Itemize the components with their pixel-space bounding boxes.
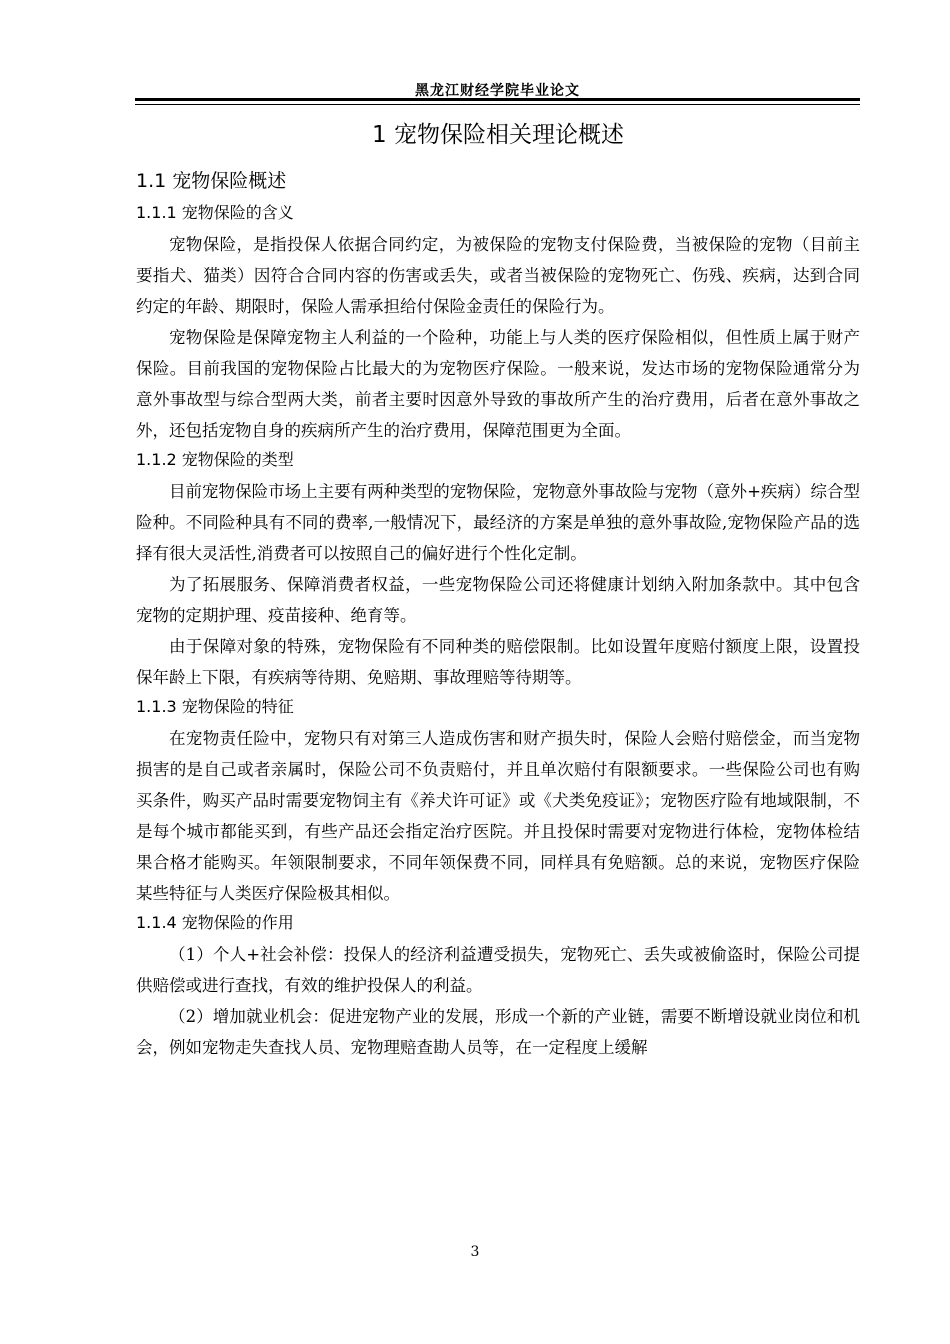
paragraph: 由于保障对象的特殊，宠物保险有不同种类的赔偿限制。比如设置年度赔付额度上限，设置投保年龄上下限，有疾病等待期、免赔期、事故理赔等待期等。 bbox=[136, 637, 860, 687]
paragraph: （2）增加就业机会：促进宠物产业的发展，形成一个新的产业链，需要不断增设就业岗位和机会，例如宠物走失查找人员、宠物理赔查勘人员等，在一定程度上缓解 bbox=[136, 1007, 860, 1057]
paragraph: 为了拓展服务、保障消费者权益，一些宠物保险公司还将健康计划纳入附加条款中。其中包含宠物的定期护理、疫苗接种、绝育等。 bbox=[136, 575, 860, 625]
chapter-title: 1 宠物保险相关理论概述 bbox=[372, 122, 624, 148]
subsection-heading-1-1-3: 1.1.3 宠物保险的特征 bbox=[136, 697, 294, 716]
subsection-heading-1-1-1: 1.1.1 宠物保险的含义 bbox=[136, 203, 294, 222]
subsection-heading-1-1-2: 1.1.2 宠物保险的类型 bbox=[136, 450, 294, 469]
paragraph: 宠物保险，是指投保人依据合同约定，为被保险的宠物支付保险费，当被保险的宠物（目前主要指犬、猫类）因符合合同内容的伤害或丢失，或者当被保险的宠物死亡、伤残、疾病，达到合同约定的年龄、期限时，保险人需承担给付保险金责任的保险行为。 bbox=[136, 235, 860, 316]
paragraph: 在宠物责任险中，宠物只有对第三人造成伤害和财产损失时，保险人会赔付赔偿金，而当宠物损害的是自己或者亲属时，保险公司不负责赔付，并且单次赔付有限额要求。一些保险公司也有购买条件，购买产品时需要宠物饲主有《养犬许可证》或《犬类免疫证》；宠物医疗险有地域限制，不是每个城市都能买到，有些产品还会指定治疗医院。并且投保时需要对宠物进行体检，宠物体检结果合格才能购买。年领限制要求，不同年领保费不同，同样具有免赔额。总的来说，宠物医疗保险某些特征与人类医疗保险极其相似。 bbox=[136, 729, 860, 903]
running-header: 黑龙江财经学院毕业论文 bbox=[415, 83, 580, 99]
subsection-heading-1-1-4: 1.1.4 宠物保险的作用 bbox=[136, 913, 294, 932]
section-heading-1-1: 1.1 宠物保险概述 bbox=[136, 170, 287, 192]
header-rule-thin bbox=[135, 104, 860, 105]
page-number: 3 bbox=[470, 1244, 480, 1260]
paragraph: （1）个人+社会补偿：投保人的经济利益遭受损失，宠物死亡、丢失或被偷盗时，保险公司提供赔偿或进行查找，有效的维护投保人的利益。 bbox=[136, 945, 860, 995]
page-body bbox=[136, 112, 860, 1063]
paragraph: 宠物保险是保障宠物主人利益的一个险种，功能上与人类的医疗保险相似，但性质上属于财产保险。目前我国的宠物保险占比最大的为宠物医疗保险。一般来说，发达市场的宠物保险通常分为意外事故型与综合型两大类，前者主要时因意外导致的事故所产生的治疗费用，后者在意外事故之外，还包括宠物自身的疾病所产生的治疗费用，保障范围更为全面。 bbox=[136, 328, 860, 440]
header-rule-thick bbox=[135, 98, 860, 101]
paragraph: 目前宠物保险市场上主要有两种类型的宠物保险，宠物意外事故险与宠物（意外+疾病）综合型险种。不同险种具有不同的费率,一般情况下，最经济的方案是单独的意外事故险,宠物保险产品的选择有很大灵活性,消费者可以按照自己的偏好进行个性化定制。 bbox=[136, 482, 860, 563]
